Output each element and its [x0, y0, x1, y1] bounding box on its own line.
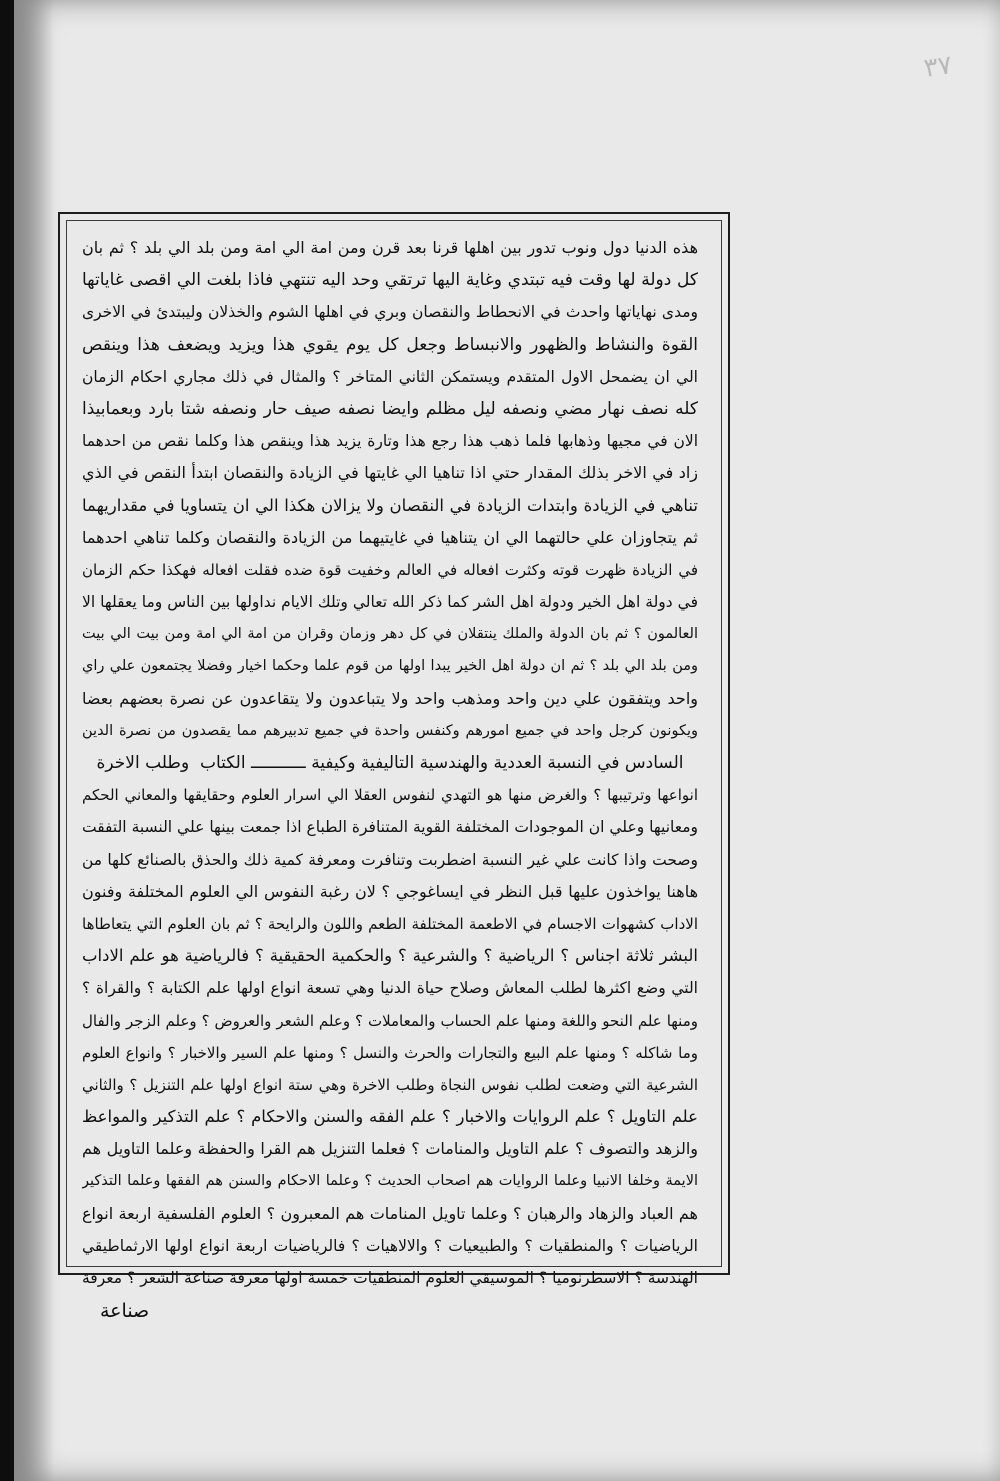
- text-line: والزهد والتصوف ؟ علم التاويل والمنامات ؟ فعلما التنزيل هم القرا والحفظة وعلما التاويل هم: [82, 1139, 698, 1159]
- text-line: الايمة وخلفا الانبيا وعلما الروايات هم اصحاب الحديث ؟ وعلما الاحكام والسنن هم الفقها وعلما التذكير: [82, 1173, 698, 1190]
- text-line: في الزيادة ظهرت قوته وكثرت افعاله في العالم وخفيت قوة ضده فقلت افعاله فهكذا حكم الزمان: [82, 560, 698, 579]
- manuscript-text-block: [82, 232, 698, 1294]
- page-gutter-shadow: [14, 0, 54, 1481]
- text-line: ومن بلد الي بلد ؟ ثم ان دولة اهل الخير يبدا اولها من قوم علما وحكما اخيار وفضلا يجتمعون علي راي: [82, 658, 698, 675]
- folio-number: ٣٧: [922, 50, 954, 84]
- catchword: صناعة: [100, 1300, 150, 1322]
- manuscript-page: [14, 0, 1000, 1481]
- text-line: الي ان يضمحل الاول المتقدم ويستمكن الثاني المتاخر ؟ والمثال في ذلك مجاري احكام الزمان: [82, 367, 698, 386]
- text-line: واحد ويتفقون علي دين واحد ومذهب واحد ولا يتباعدون ولا يتقاعدون عن نصرة بعضهم بعضا: [82, 688, 698, 708]
- section-heading-number: السادس في النسبة العددية والهندسية التاليفية وكيفية: [311, 753, 684, 773]
- section-heading-line: السادس في النسبة العددية والهندسية التاليفية وكيفية ـــــــــــ الكتاب وطلب الاخرة: [96, 753, 684, 773]
- text-line: كله نصف نهار مضي ونصفه ليل مظلم وايضا نصفه صيف حار ونصفه شتا بارد وبعمابيذا: [82, 398, 698, 419]
- section-heading-label: الكتاب: [199, 753, 246, 773]
- text-line: ومعانيها وعلي ان الموجودات المختلفة القوية المتنافرة الطباع اذا جمعت بينها علي النسبة التفقت: [82, 818, 698, 837]
- text-line: ومدى نهاياتها واحدث في الانحطاط والنقصان وبري في اهلها الشوم والخذلان وليبتدئ في الاخرى: [82, 303, 698, 322]
- text-line: العالمون ؟ ثم بان الدولة والملك ينتقلان في كل دهر وزمان وقران من امة الي امة ومن بيت الي بيت: [82, 626, 698, 643]
- text-line: وما شاكله ؟ ومنها علم البيع والتجارات والحرث والنسل ؟ ومنها علم السير والاخبار ؟ وانواع العلوم: [82, 1043, 698, 1062]
- text-line: ثم يتجاوزان علي حالتهما الي ان يتناهيا في غايتيهما من الزيادة والنقصان وكلما تناهي احدهما: [82, 527, 698, 547]
- text-line: القوة والنشاط والظهور والانبساط وجعل كل يوم يقوي هذا ويزيد ويضعف هذا وينقص: [82, 334, 698, 355]
- text-line: الشرعية التي وضعت لطلب نفوس النجاة وطلب الاخرة وهي ستة انواع اولها علم التنزيل ؟ والثاني: [82, 1075, 698, 1094]
- text-frame: [58, 212, 730, 1287]
- text-line: كل دولة لها وقت فيه تبتدي وغاية اليها ترتقي وحد اليه تنتهي فاذا بلغت الي اقصى غاياتها: [82, 270, 698, 291]
- text-line: وصحت واذا كانت علي غير النسبة اضطربت وتنافرت ومعرفة كمية ذلك والحذق بالصنائع كلها من: [82, 850, 698, 869]
- text-line: هاهنا يواخذون عليها قبل النظر في ايساغوجي ؟ لان رغبة النفوس الي العلوم المختلفة وفنون: [82, 881, 698, 901]
- text-line: هذه الدنيا دول ونوب تدور بين اهلها قرنا بعد قرن ومن امة الي امة ومن بلد الي بلد ؟ ثم بان: [82, 238, 698, 257]
- text-line: تناهي في الزيادة وابتدات الزيادة في النقصان ولا يزالان هكذا الي ان يتساويا في مقداريهما: [82, 495, 698, 515]
- text-line: الان في مجيها وذهابها فلما ذهب هذا رجع هذا وتارة يزيد هذا وينقص هذا وكلما نقص من احدهما: [82, 432, 698, 451]
- text-line: في دولة اهل الخير ودولة اهل الشر كما ذكر الله تعالي وتلك الايام نداولها بين الناس وما يعقلها الا: [82, 593, 698, 612]
- text-line: وطلب الاخرة: [96, 753, 190, 773]
- text-line: هم العباد والزهاد والرهبان ؟ وعلما تاويل المنامات هم المعبرون ؟ العلوم الفلسفية اربعة انواع: [82, 1203, 698, 1223]
- text-line: ويكونون كرجل واحد في جميع امورهم وكنفس واحدة في جميع تدبيرهم مما يقصدون من نصرة الدين: [82, 722, 698, 739]
- text-line: الهندسة ؟ الاسطرنوميا ؟ الموسيقي العلوم المنطقيات خمسة اولها معرفة صناعة الشعر ؟ معرفة: [82, 1269, 698, 1287]
- text-line: التي وضع اكثرها لطلب المعاش وصلاح حياة الدنيا وهي تسعة انواع اولها علم الكتابة ؟ والقراة ؟: [82, 979, 698, 998]
- text-line: الاداب كشهوات الاجسام في الاطعمة المختلفة الطعم واللون والرايحة ؟ ثم بان العلوم التي يتعاطاها: [82, 914, 698, 933]
- text-line: ومنها علم النحو واللغة ومنها علم الحساب والمعاملات ؟ وعلم الشعر والعروض ؟ وعلم الزجر والفال: [82, 1011, 698, 1030]
- text-line: انواعها وترتيبها ؟ والغرض منها هو التهدي لنفوس العقلا الي اسرار العلوم وحقايقها والمعاني الحكم: [82, 786, 698, 805]
- text-line: علم التاويل ؟ علم الروايات والاخبار ؟ علم الفقه والسنن والاحكام ؟ علم التذكير والمواعظ: [82, 1107, 698, 1127]
- text-line: البشر ثلاثة اجناس ؟ الرياضية ؟ والشرعية ؟ والحكمية الحقيقية ؟ فالرياضية هو علم الاداب: [82, 946, 698, 966]
- text-line: زاد في الاخر بذلك المقدار حتي اذا تناهيا الي غايتها في الزيادة والنقصان ابتدأ النقص في الذي: [82, 463, 698, 483]
- text-line: الرياضيات ؟ والمنطقيات ؟ والطبيعيات ؟ والالاهيات ؟ فالرياضيات اربعة انواع اولها الارثماطيقي: [82, 1236, 698, 1255]
